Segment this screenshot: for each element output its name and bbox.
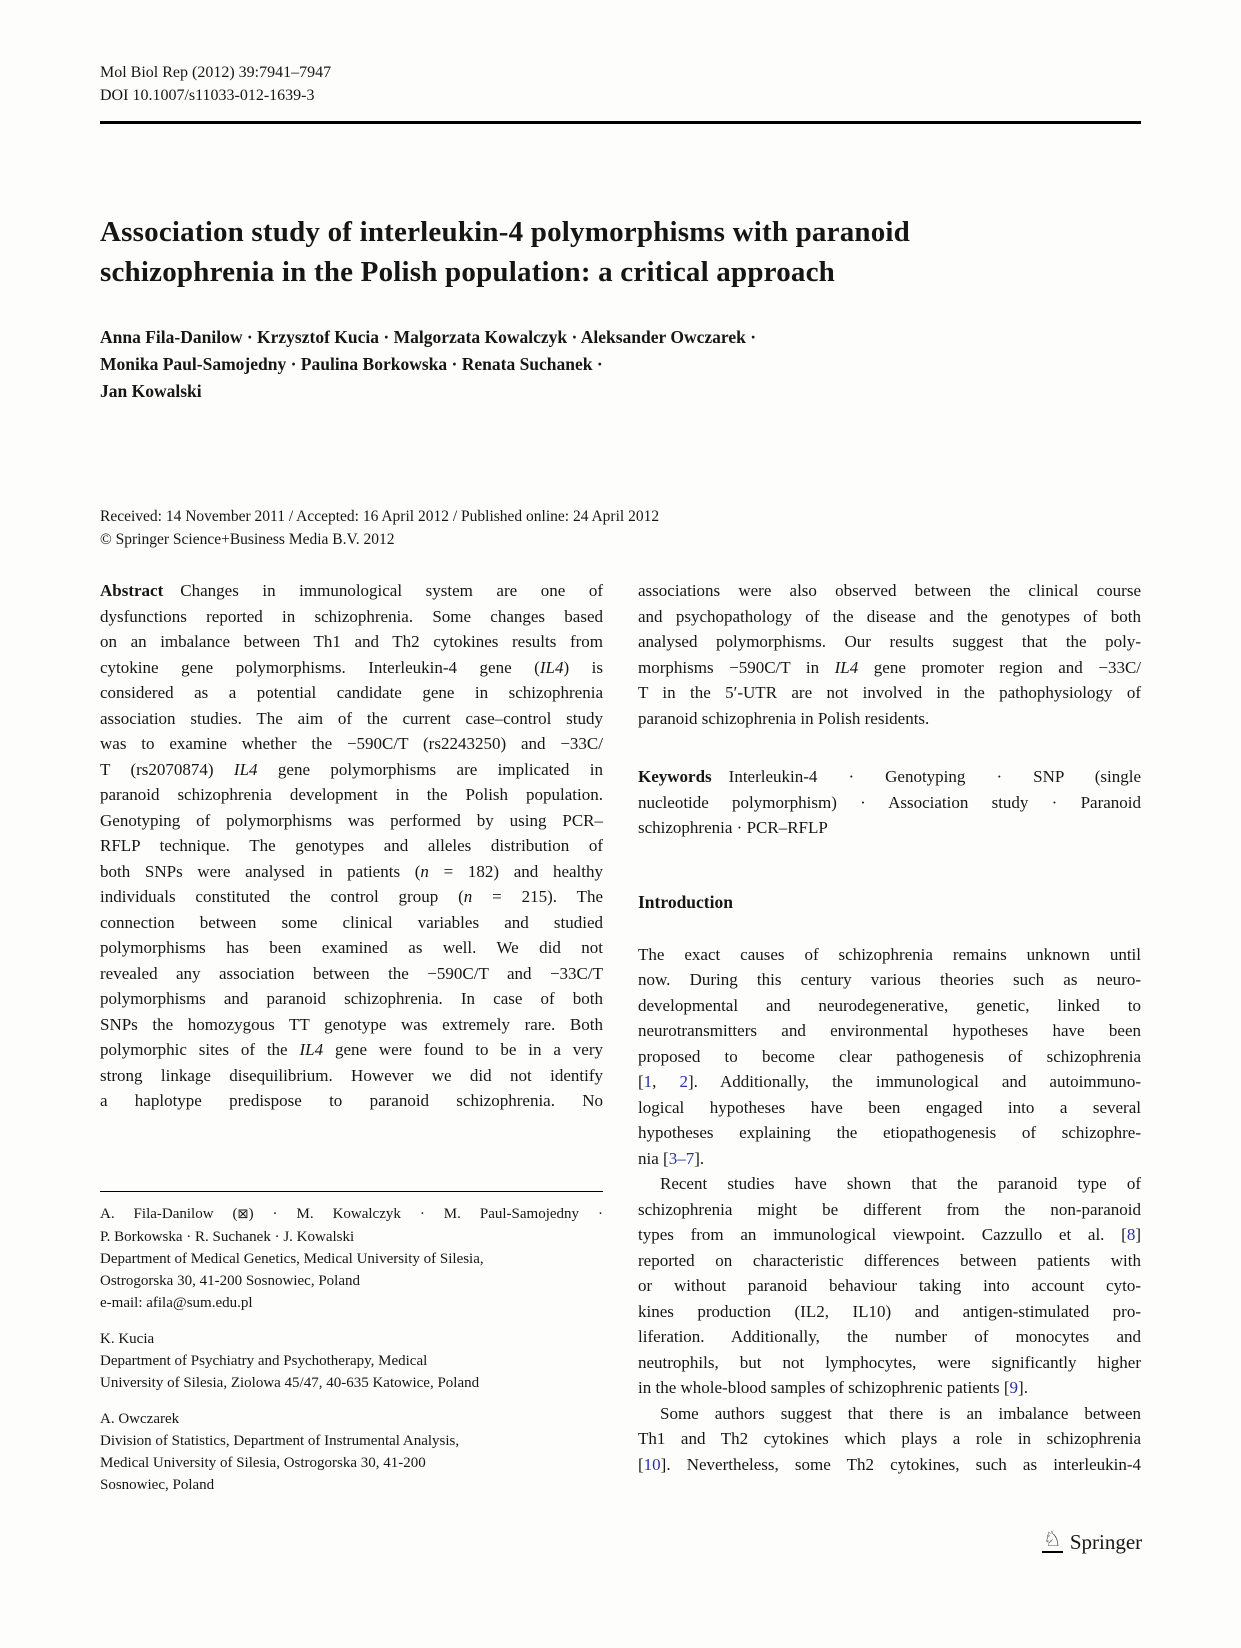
text-line: revealed any association between the −590C/T and −33C/T xyxy=(100,963,603,983)
abstract-continued-paragraph xyxy=(638,578,1141,731)
text-line: Sosnowiec, Poland xyxy=(100,1477,215,1493)
text-line: Department of Medical Genetics, Medical University of Silesia, xyxy=(100,1251,484,1267)
springer-wordmark: Springer xyxy=(1069,1529,1143,1554)
introduction-paragraph-1 xyxy=(638,942,1141,1172)
journal-citation: Mol Biol Rep (2012) 39:7941–7947 xyxy=(100,64,332,81)
affiliation-kucia xyxy=(100,1328,603,1394)
text-line: associations were also observed between the clinical course xyxy=(638,581,1141,600)
keywords-paragraph xyxy=(638,764,1141,841)
text-line: Some authors suggest that there is an imbalance between xyxy=(660,1403,1141,1423)
text-line: Recent studies have shown that the paranoid type of xyxy=(660,1174,1141,1193)
right-column xyxy=(638,578,1141,1477)
text-line: polymorphisms has been examined as well. We did not xyxy=(100,938,603,957)
text-line: P. Borkowska · R. Suchanek · J. Kowalski xyxy=(100,1229,355,1245)
text-line: T in the 5′-UTR are not involved in the pathophysiology of xyxy=(638,683,1141,702)
article-title xyxy=(100,212,1100,292)
text-line: polymorphisms and paranoid schizophrenia. In case of both xyxy=(100,989,603,1008)
doi-line: DOI 10.1007/s11033-012-1639-3 xyxy=(100,87,315,104)
envelope-icon: ⊠ xyxy=(237,1207,249,1222)
springer-logo xyxy=(1042,1529,1142,1553)
text-line: Th1 and Th2 cytokines which plays a role in schizophrenia xyxy=(638,1429,1141,1448)
text-line: analysed polymorphisms. Our results suggest that the poly- xyxy=(638,632,1141,651)
text-line: nucleotide polymorphism) · Association study · Paranoid xyxy=(638,792,1141,812)
text-line: Keywords Interleukin-4 · Genotyping · SNP (single xyxy=(638,767,1141,786)
text-line: a haplotype predispose to paranoid schizophrenia. No xyxy=(100,1091,603,1110)
text-line: neurotransmitters and environmental hypotheses have been xyxy=(638,1021,1141,1040)
text-line: RFLP technique. The genotypes and alleles distribution of xyxy=(100,836,603,855)
text-line: [1, 2]. Additionally, the immunological and autoimmuno- xyxy=(638,1072,1141,1091)
copyright-line: © Springer Science+Business Media B.V. 2012 xyxy=(100,531,395,548)
text-line: morphisms −590C/T in IL4 gene promoter region and −33C/ xyxy=(638,657,1141,677)
citation-ref[interactable]: 1 xyxy=(643,1072,653,1091)
citation-ref[interactable]: 8 xyxy=(1126,1225,1136,1244)
authors-list xyxy=(100,324,1000,405)
journal-header xyxy=(100,61,331,107)
text-line: Abstract Changes in immunological system are one of xyxy=(100,581,603,600)
text-line: paranoid schizophrenia development in the Polish population. xyxy=(100,785,603,804)
citation-ref[interactable]: 3–7 xyxy=(668,1148,695,1168)
introduction-paragraph-3 xyxy=(638,1401,1141,1478)
text-line: association studies. The aim of the current case–control study xyxy=(100,708,603,728)
text-line: polymorphic sites of the IL4 gene were found to be in a very xyxy=(100,1040,603,1059)
text-line: connection between some clinical variables and studied xyxy=(100,912,603,932)
text-line: K. Kucia xyxy=(100,1331,155,1347)
article-meta xyxy=(100,505,659,551)
text-line: A. Fila-Danilow (⊠) · M. Kowalczyk · M. Paul-Samojedny · xyxy=(100,1206,603,1222)
text-line: SNPs the homozygous TT genotype was extremely rare. Both xyxy=(100,1014,603,1034)
introduction-paragraph-2 xyxy=(638,1171,1141,1401)
abstract-paragraph xyxy=(100,578,603,1114)
text-line: [10]. Nevertheless, some Th2 cytokines, such as interleukin-4 xyxy=(638,1454,1141,1474)
citation-ref[interactable]: 2 xyxy=(679,1072,688,1091)
citation-ref[interactable]: 9 xyxy=(1009,1378,1019,1397)
text-line: schizophrenia might be different from the non-paranoid xyxy=(638,1199,1141,1219)
header-rule xyxy=(100,121,1141,124)
text-line: Ostrogorska 30, 41-200 Sosnowiec, Poland xyxy=(100,1273,360,1289)
text-line: types from an immunological viewpoint. Cazzullo et al. [8] xyxy=(638,1225,1141,1244)
text-line: hypotheses explaining the etiopathogenesis of schizophre- xyxy=(638,1123,1141,1142)
text-line: both SNPs were analysed in patients (n = 182) and healthy xyxy=(100,861,603,881)
text-line: Jan Kowalski xyxy=(100,381,202,401)
text-line: paranoid schizophrenia in Polish residents. xyxy=(638,708,930,728)
text-line: Division of Statistics, Department of Instrumental Analysis, xyxy=(100,1433,460,1449)
text-line: proposed to become clear pathogenesis of schizophrenia xyxy=(638,1046,1141,1066)
springer-knight-icon: ♘ xyxy=(1043,1527,1062,1551)
text-line: logical hypotheses have been engaged into a several xyxy=(638,1097,1141,1117)
text-line: cytokine gene polymorphisms. Interleukin-4 gene (IL4) is xyxy=(100,657,603,677)
text-line: schizophrenia · PCR–RFLP xyxy=(638,818,828,837)
email-link[interactable]: afila@sum.edu.pl xyxy=(146,1295,253,1311)
text-line: considered as a potential candidate gene in schizophrenia xyxy=(100,683,603,702)
text-line: dysfunctions reported in schizophrenia. Some changes based xyxy=(100,606,603,626)
text-line: liferation. Additionally, the number of monocytes and xyxy=(638,1327,1141,1346)
text-line: kines production (IL2, IL10) and antigen-stimulated pro- xyxy=(638,1301,1141,1321)
text-line: Genotyping of polymorphisms was performed by using PCR– xyxy=(100,810,603,830)
text-line: The exact causes of schizophrenia remains unknown until xyxy=(638,944,1141,964)
footnote-divider xyxy=(100,1191,603,1192)
text-line: e-mail: afila@sum.edu.pl xyxy=(100,1295,253,1311)
text-line: nia [3–7]. xyxy=(638,1148,705,1168)
text-line: A. Owczarek xyxy=(100,1411,180,1427)
citation-ref[interactable]: 10 xyxy=(643,1454,661,1474)
introduction-heading: Introduction xyxy=(638,891,733,912)
text-line: was to examine whether the −590C/T (rs2243250) and −33C/ xyxy=(100,734,603,753)
text-line: Anna Fila-Danilow · Krzysztof Kucia · Malgorzata Kowalczyk · Aleksander Owczarek · xyxy=(100,327,757,347)
text-line: developmental and neurodegenerative, genetic, linked to xyxy=(638,995,1141,1015)
author-affiliations-footnote xyxy=(100,1191,603,1510)
affiliation-owczarek xyxy=(100,1408,603,1496)
received-accepted-line: Received: 14 November 2011 / Accepted: 16 April 2012 / Published online: 24 April 2012 xyxy=(100,508,660,525)
text-line: Association study of interleukin-4 polymorphisms with paranoid xyxy=(100,216,911,248)
text-line: and psychopathology of the disease and the genotypes of both xyxy=(638,606,1141,626)
text-line: in the whole-blood samples of schizophrenic patients [9]. xyxy=(638,1378,1028,1397)
text-line: individuals constituted the control group (n = 215). The xyxy=(100,887,603,906)
text-line: neutrophils, but not lymphocytes, were significantly higher xyxy=(638,1352,1141,1372)
text-line: Department of Psychiatry and Psychotherapy, Medical xyxy=(100,1353,428,1369)
text-line: now. During this century various theories such as neuro- xyxy=(638,970,1141,989)
text-line: schizophrenia in the Polish population: a critical approach xyxy=(100,256,836,288)
text-line: on an imbalance between Th1 and Th2 cytokines results from xyxy=(100,632,603,651)
text-line: T (rs2070874) IL4 gene polymorphisms are implicated in xyxy=(100,759,603,779)
text-line: strong linkage disequilibrium. However we did not identify xyxy=(100,1065,603,1085)
text-line: Medical University of Silesia, Ostrogorska 30, 41-200 xyxy=(100,1455,426,1471)
text-line: University of Silesia, Ziolowa 45/47, 40-635 Katowice, Poland xyxy=(100,1375,480,1391)
left-column xyxy=(100,578,603,1114)
text-line: or without paranoid behaviour taking into account cyto- xyxy=(638,1276,1141,1295)
text-line: Monika Paul-Samojedny · Paulina Borkowska · Renata Suchanek · xyxy=(100,354,603,374)
text-line: reported on characteristic differences between patients with xyxy=(638,1250,1141,1270)
affiliation-corresponding-author xyxy=(100,1203,603,1314)
